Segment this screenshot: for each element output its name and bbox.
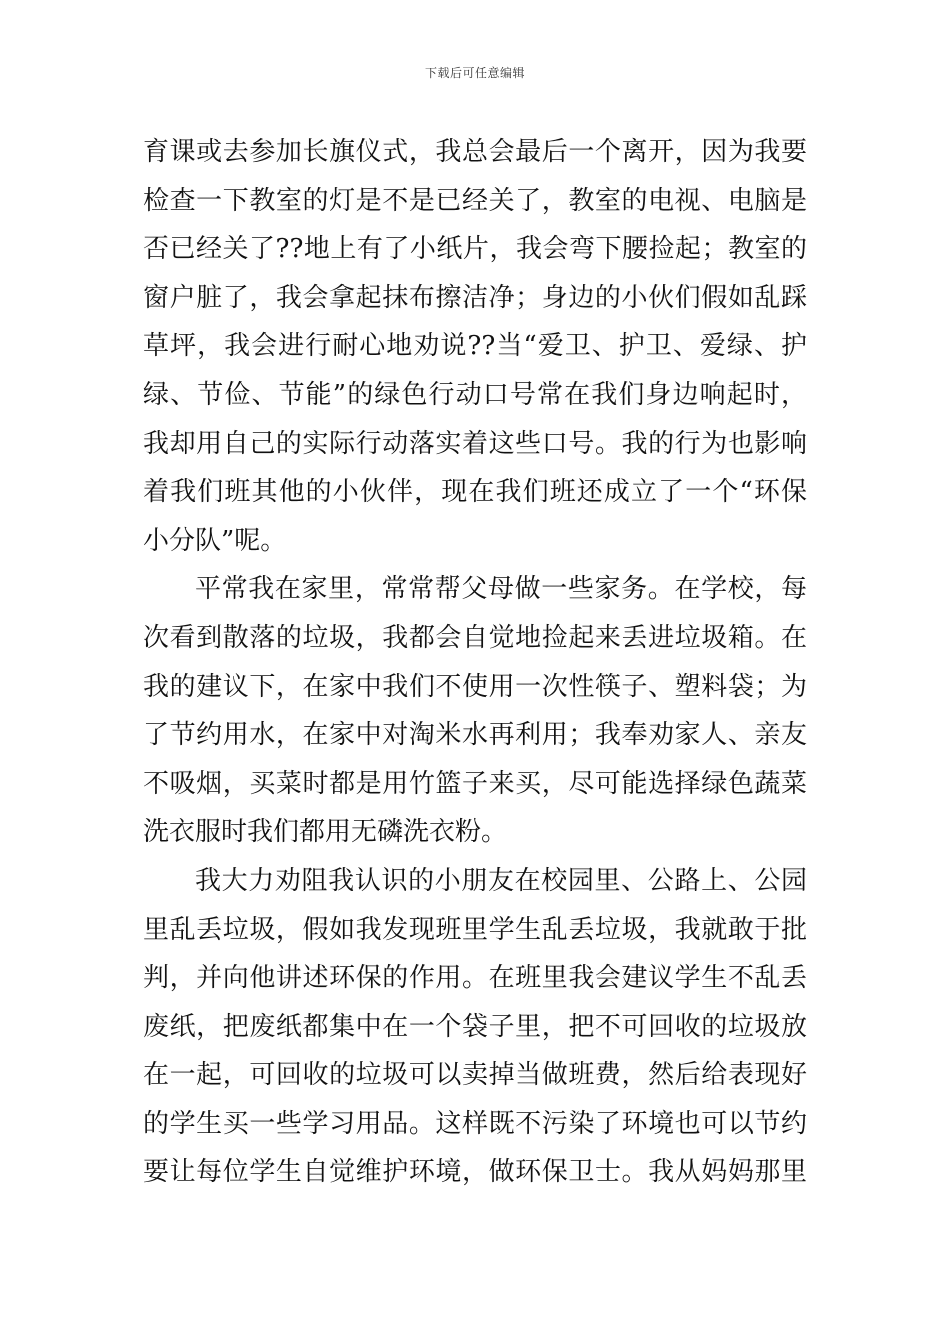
text-line: 我的建议下，在家中我们不使用一次性筷子、塑料袋；为 <box>143 671 807 702</box>
text-line: 我大力劝阻我认识的小朋友在校园里、公路上、公园 <box>195 865 807 896</box>
text-line: 平常我在家里，常常帮父母做一些家务。在学校，每 <box>195 574 807 605</box>
text-line: 废纸，把废纸都集中在一个袋子里，把不可回收的垃圾放 <box>143 1011 807 1042</box>
paragraph-3 <box>143 857 807 1197</box>
document-body <box>143 128 807 1197</box>
text-line: 草坪，我会进行耐心地劝说??当“爱卫、护卫、爱绿、护 <box>143 331 807 362</box>
text-line: 我却用自己的实际行动落实着这些口号。我的行为也影响 <box>143 428 807 459</box>
text-line: 要让每位学生自觉维护环境，做环保卫士。我从妈妈那里 <box>143 1157 807 1188</box>
text-line: 次看到散落的垃圾，我都会自觉地捡起来丢进垃圾箱。在 <box>143 622 807 653</box>
text-line: 里乱丢垃圾，假如我发现班里学生乱丢垃圾，我就敢于批 <box>143 914 807 945</box>
text-line: 着我们班其他的小伙伴，现在我们班还成立了一个“环保 <box>143 477 807 508</box>
text-line: 不吸烟，买菜时都是用竹篮子来买，尽可能选择绿色蔬菜 <box>143 768 807 799</box>
text-line: 绿、节俭、节能”的绿色行动口号常在我们身边响起时， <box>143 379 807 410</box>
page-header: 下载后可任意编辑 <box>424 66 525 80</box>
text-line: 的学生买一些学习用品。这样既不污染了环境也可以节约 <box>143 1108 807 1139</box>
text-line: 在一起，可回收的垃圾可以卖掉当做班费，然后给表现好 <box>143 1060 807 1091</box>
text-line: 否已经关了??地上有了小纸片，我会弯下腰捡起；教室的 <box>143 234 807 265</box>
text-line: 小分队”呢。 <box>143 525 287 556</box>
text-line: 检查一下教室的灯是不是已经关了，教室的电视、电脑是 <box>143 185 807 216</box>
text-line: 洗衣服时我们都用无磷洗衣粉。 <box>143 817 508 848</box>
text-line: 窗户脏了，我会拿起抹布擦洁净；身边的小伙们假如乱踩 <box>143 282 807 313</box>
text-line: 判，并向他讲述环保的作用。在班里我会建议学生不乱丢 <box>143 963 807 994</box>
text-line: 育课或去参加长旗仪式，我总会最后一个离开，因为我要 <box>143 137 807 167</box>
text-line: 了节约用水，在家中对淘米水再利用；我奉劝家人、亲友 <box>143 720 807 751</box>
paragraph-1 <box>143 128 807 565</box>
paragraph-2 <box>143 565 807 857</box>
